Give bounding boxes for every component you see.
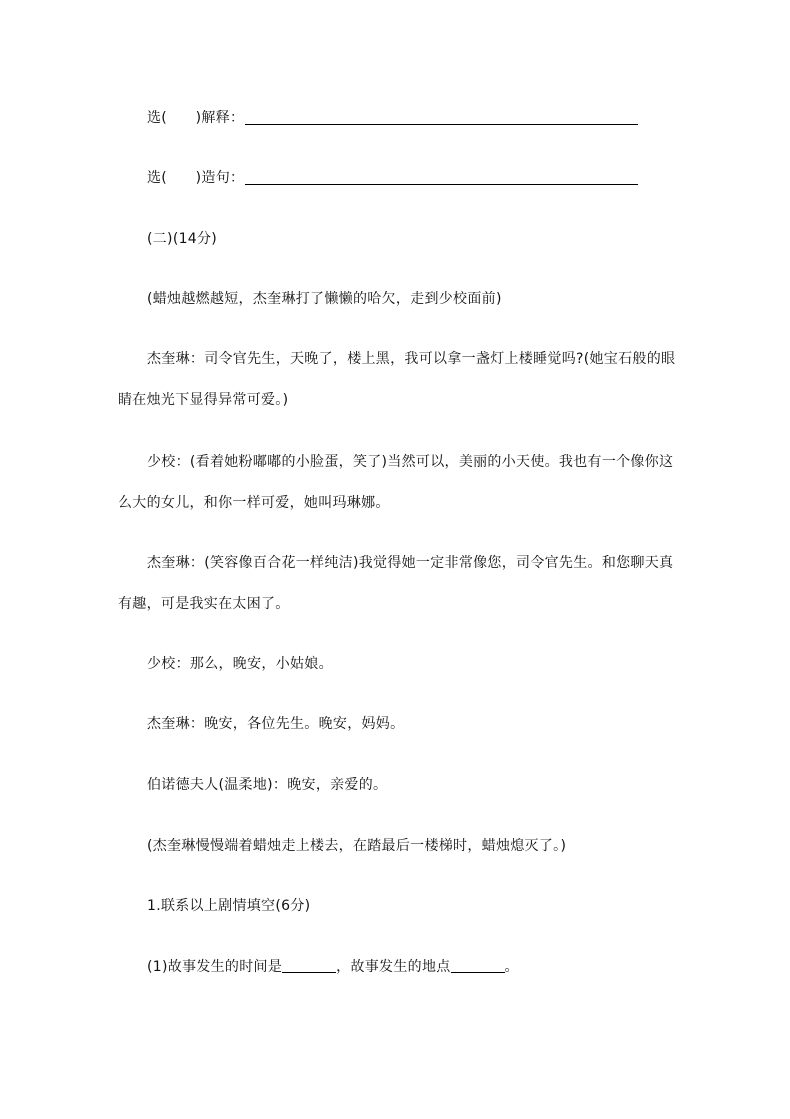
dialogue-line: 少校：(看着她粉嘟嘟的小脸蛋，笑了)当然可以，美丽的小天使。我也有一个像你这 — [147, 454, 674, 470]
dialogue-line: 有趣，可是我实在太困了。 — [118, 596, 290, 612]
question-item — [147, 959, 519, 975]
question-item-text: 。 — [504, 959, 519, 975]
choice-sentence-blank[interactable] — [245, 184, 638, 185]
question-item-text: (1)故事发生的时间是 — [147, 959, 283, 975]
dialogue-line: 杰奎琳：司令官先生，天晚了，楼上黑，我可以拿一盏灯上楼睡觉吗?(她宝石般的眼 — [147, 351, 676, 367]
time-blank[interactable] — [282, 972, 336, 973]
choice-sentence-label: 选( )造句： — [147, 170, 245, 186]
choice-explain-label: 选( )解释： — [147, 110, 245, 126]
question-title: 1.联系以上剧情填空(6分) — [147, 898, 311, 914]
question-item-text: ，故事发生的地点 — [336, 959, 451, 975]
stage-direction: (蜡烛越燃越短，杰奎琳打了懒懒的哈欠，走到少校面前) — [147, 291, 502, 307]
dialogue-line: 睛在烛光下显得异常可爱。) — [118, 392, 289, 408]
choice-explain-blank[interactable] — [245, 124, 638, 125]
section-heading: (二)(14分) — [147, 231, 218, 247]
dialogue-line: 杰奎琳：晚安，各位先生。晚安，妈妈。 — [147, 716, 405, 732]
dialogue-line: 杰奎琳：(笑容像百合花一样纯洁)我觉得她一定非常像您，司令官先生。和您聊天真 — [147, 555, 674, 571]
place-blank[interactable] — [451, 972, 505, 973]
stage-direction: (杰奎琳慢慢端着蜡烛走上楼去，在踏最后一楼梯时，蜡烛熄灭了。) — [147, 838, 567, 854]
dialogue-line: 么大的女儿，和你一样可爱，她叫玛琳娜。 — [118, 495, 390, 511]
dialogue-line: 伯诺德夫人(温柔地)：晚安，亲爱的。 — [147, 777, 388, 793]
dialogue-line: 少校：那么，晚安，小姑娘。 — [147, 656, 333, 672]
